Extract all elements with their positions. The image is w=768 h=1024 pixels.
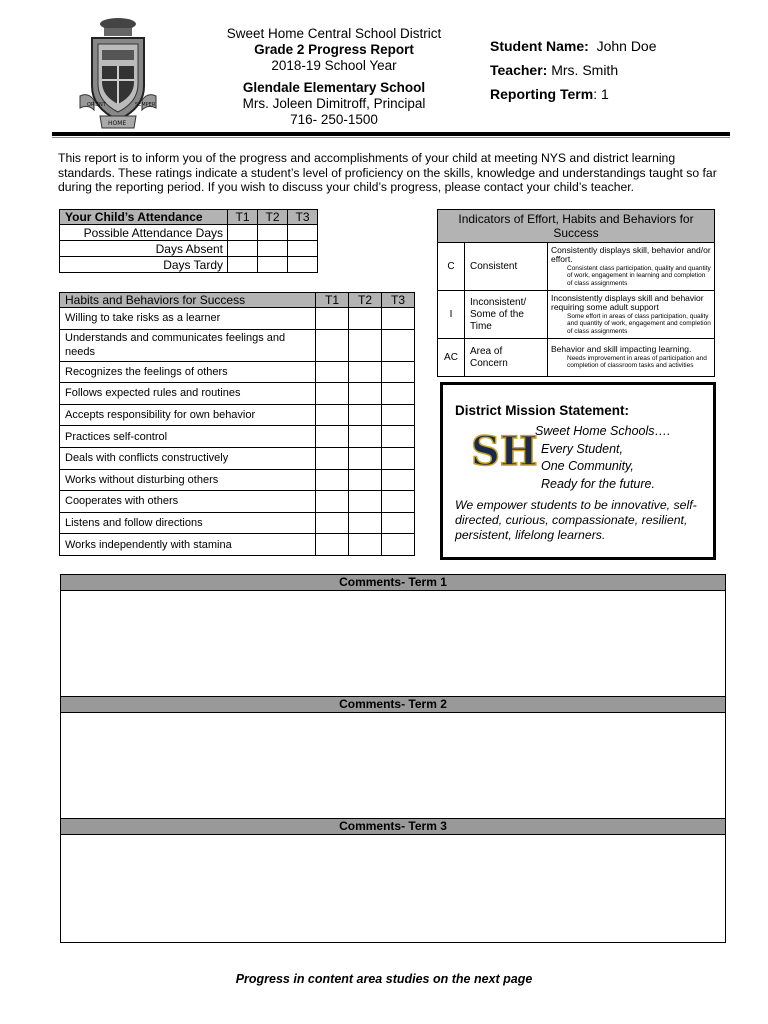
habit-label: Deals with conflicts constructively [60, 447, 316, 469]
header-divider-shadow [52, 137, 730, 138]
comments-section [60, 574, 726, 943]
mission-slogan [535, 423, 670, 493]
table-row [60, 447, 415, 469]
habit-label: Cooperates with others [60, 491, 316, 513]
intro-paragraph: This report is to inform you of the progress and accomplishments of your child at meeting NYS and district learning standards. These ratings indicate a student’s level of proficiency on the skills, knowledge and understandings taught so far during the reporting period. If you wish to discuss your child’s progress, please contact your child’s teacher. [58, 151, 717, 194]
table-row [60, 426, 415, 448]
term-header: T1 [316, 293, 349, 308]
attendance-cell[interactable] [228, 241, 258, 257]
habit-label: Understands and communicates feelings and needs [60, 329, 316, 361]
habit-cell[interactable] [316, 426, 349, 448]
indicator-desc-detail: Some effort in areas of class participation, quality and quantity of work, engagement and completion of class assignments [567, 312, 711, 335]
habit-cell[interactable] [349, 512, 382, 534]
indicator-desc-text: Inconsistently displays skill and behavior requiring some adult support [551, 292, 704, 313]
svg-text:HOME: HOME [108, 120, 127, 127]
table-row [438, 291, 715, 339]
habit-cell[interactable] [316, 512, 349, 534]
attendance-header: Your Child’s Attendance [60, 210, 228, 225]
habit-cell[interactable] [349, 329, 382, 361]
habit-cell[interactable] [382, 512, 415, 534]
attendance-cell[interactable] [228, 257, 258, 273]
slogan-line: Sweet Home Schools…. [535, 424, 671, 438]
teacher-value: Mrs. Smith [551, 62, 619, 78]
table-row [438, 339, 715, 377]
school-year: 2018-19 School Year [271, 58, 397, 73]
attendance-cell[interactable] [288, 225, 318, 241]
table-row [60, 329, 415, 361]
table-row [60, 383, 415, 405]
slogan-line: Ready for the future. [541, 476, 655, 491]
footer-note: Progress in content area studies on the next page [235, 972, 533, 986]
habit-label: Recognizes the feelings of others [60, 361, 316, 383]
habit-cell[interactable] [316, 404, 349, 426]
habit-cell[interactable] [349, 534, 382, 556]
table-row [60, 512, 415, 534]
habit-cell[interactable] [382, 469, 415, 491]
comments-term1-header: Comments- Term 1 [61, 574, 725, 591]
slogan-line: Every Student, [541, 441, 623, 456]
indicators-table [437, 209, 715, 377]
school-name: Glendale Elementary School [242, 80, 426, 95]
attendance-label: Possible Attendance Days [60, 225, 228, 241]
attendance-label: Days Absent [60, 241, 228, 257]
mission-title: District Mission Statement: [455, 403, 630, 418]
slogan-line: One Community, [541, 459, 634, 473]
attendance-table [59, 209, 318, 273]
habits-table [59, 292, 415, 556]
indicator-name: Area of Concern [465, 339, 548, 377]
term-header: T3 [288, 210, 318, 225]
svg-text:SH: SH [471, 428, 538, 475]
indicator-description [548, 243, 715, 291]
mission-text: We empower students to be innovative, self-directed, curious, compassionate, resilient, persistent, lifelong learners. [455, 498, 697, 542]
habit-label: Practices self-control [60, 426, 316, 448]
habit-cell[interactable] [382, 491, 415, 513]
table-row [438, 243, 715, 291]
indicator-name: Inconsistent/ Some of the Time [465, 291, 548, 339]
indicator-code: AC [438, 339, 465, 377]
header-divider [52, 132, 730, 136]
habit-cell[interactable] [382, 426, 415, 448]
table-row [60, 534, 415, 556]
district-crest-logo [78, 16, 158, 132]
habit-cell[interactable] [316, 383, 349, 405]
habit-cell[interactable] [316, 534, 349, 556]
table-row [60, 469, 415, 491]
term-header: T2 [349, 293, 382, 308]
indicator-code: C [438, 243, 465, 291]
table-row [60, 241, 318, 257]
term-header: T1 [228, 210, 258, 225]
habit-cell[interactable] [349, 447, 382, 469]
svg-text:ORIENT: ORIENT [87, 102, 106, 108]
habit-cell[interactable] [382, 404, 415, 426]
mission-statement-box [440, 382, 716, 560]
habits-header: Habits and Behaviors for Success [60, 293, 316, 308]
habits-header-row [60, 293, 415, 308]
habit-cell[interactable] [349, 361, 382, 383]
habit-cell[interactable] [382, 447, 415, 469]
sh-logo [469, 423, 538, 493]
indicator-desc-text: Behavior and skill impacting learning. [551, 344, 692, 355]
habit-label: Willing to take risks as a learner [60, 308, 316, 330]
indicators-header-row [438, 210, 715, 243]
habit-cell[interactable] [382, 383, 415, 405]
indicators-header: Indicators of Effort, Habits and Behaviors for Success [438, 210, 715, 243]
habit-cell[interactable] [316, 308, 349, 330]
indicator-description [548, 339, 715, 377]
habit-cell[interactable] [382, 361, 415, 383]
indicator-desc-detail: Consistent class participation, quality and quantity of work, engagement in learning and completion of class assignments [567, 264, 711, 287]
comments-term2-area[interactable] [61, 713, 725, 818]
indicator-code: I [438, 291, 465, 339]
habit-cell[interactable] [349, 491, 382, 513]
habit-cell[interactable] [349, 426, 382, 448]
attendance-cell[interactable] [228, 225, 258, 241]
habit-cell[interactable] [382, 308, 415, 330]
table-row [60, 361, 415, 383]
report-title: Grade 2 Progress Report [254, 42, 414, 57]
indicator-description [548, 291, 715, 339]
habit-cell[interactable] [382, 534, 415, 556]
attendance-cell[interactable] [258, 257, 288, 273]
reporting-term-value: : 1 [593, 86, 609, 102]
indicator-desc-detail: Needs improvement in areas of participation and completion of classroom tasks and activities [567, 354, 707, 370]
district-name: Sweet Home Central School District [226, 26, 442, 41]
habit-cell[interactable] [316, 491, 349, 513]
table-row [60, 404, 415, 426]
comments-term3-header: Comments- Term 3 [61, 818, 725, 835]
attendance-label: Days Tardy [60, 257, 228, 273]
attendance-cell[interactable] [258, 225, 288, 241]
habit-cell[interactable] [316, 329, 349, 361]
habit-label: Accepts responsibility for own behavior [60, 404, 316, 426]
table-row [60, 491, 415, 513]
habit-label: Works without disturbing others [60, 469, 316, 491]
student-info [490, 34, 657, 106]
table-row [60, 257, 318, 273]
habit-cell[interactable] [382, 329, 415, 361]
habit-cell[interactable] [349, 383, 382, 405]
habit-cell[interactable] [316, 447, 349, 469]
habit-label: Works independently with stamina [60, 534, 316, 556]
habit-cell[interactable] [349, 404, 382, 426]
habit-cell[interactable] [316, 469, 349, 491]
habit-label: Follows expected rules and routines [60, 383, 316, 405]
comments-term2-header: Comments- Term 2 [61, 696, 725, 713]
reporting-term-row: Reporting Term: 1 [490, 86, 609, 102]
principal-name: Mrs. Joleen Dimitroff, Principal [242, 96, 426, 111]
habit-cell[interactable] [349, 469, 382, 491]
term-header: T2 [258, 210, 288, 225]
teacher-row: Teacher: Mrs. Smith [490, 62, 619, 78]
attendance-cell[interactable] [258, 241, 288, 257]
attendance-cell[interactable] [288, 241, 318, 257]
svg-text:SEMPER: SEMPER [135, 102, 156, 108]
indicator-desc-text: Consistently displays skill, behavior and/or effort. [551, 244, 711, 265]
habit-label: Listens and follow directions [60, 512, 316, 534]
school-phone: 716- 250-1500 [290, 112, 378, 127]
comments-term3-area[interactable] [61, 835, 725, 941]
attendance-cell[interactable] [288, 257, 318, 273]
indicator-name: Consistent [465, 243, 548, 291]
term-header: T3 [382, 293, 415, 308]
attendance-header-row [60, 210, 318, 225]
comments-term1-area[interactable] [61, 591, 725, 696]
habit-cell[interactable] [316, 361, 349, 383]
habit-cell[interactable] [349, 308, 382, 330]
table-row [60, 308, 415, 330]
student-name-row: Student Name: John Doe [490, 38, 657, 54]
report-heading [200, 26, 468, 128]
student-name-value: John Doe [596, 38, 657, 54]
table-row [60, 225, 318, 241]
